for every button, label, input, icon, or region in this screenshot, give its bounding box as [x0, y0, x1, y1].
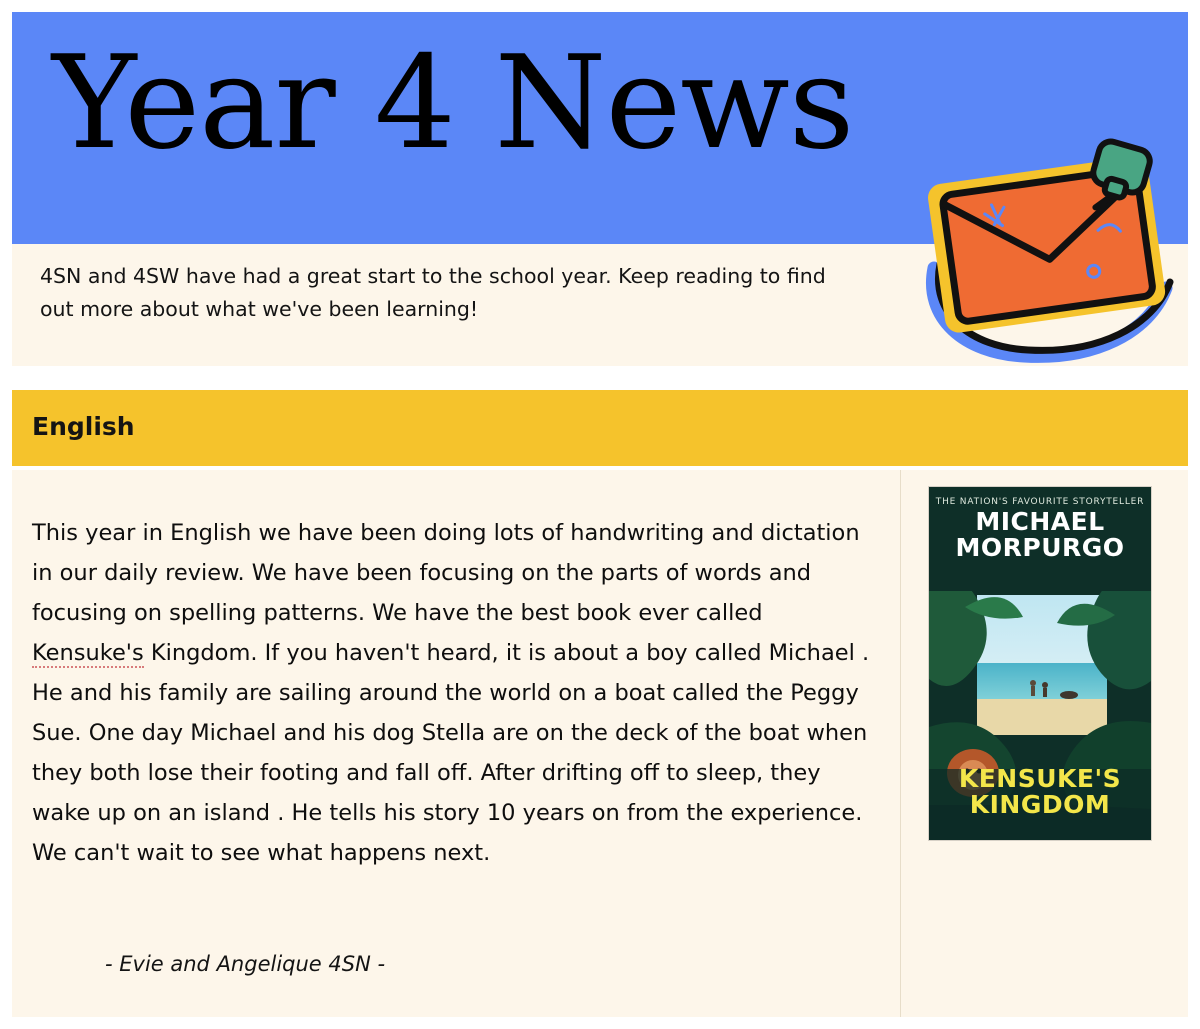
book-title-line1: KENSUKE'S [958, 763, 1122, 793]
article-text-part1: This year in English we have been doing lots of handwriting and dictation in our daily review. We have been focusing on the parts of words and focusing on spelling patterns. We have the best book ever called [32, 519, 860, 626]
book-author-line1: MICHAEL [975, 507, 1105, 536]
article-text [32, 513, 877, 873]
masthead-banner [12, 12, 1188, 244]
book-title [929, 763, 1151, 819]
section-header-english [12, 390, 1188, 466]
column-divider [900, 470, 901, 1017]
spellcheck-word: Kensuke's [32, 639, 144, 666]
book-author [929, 509, 1151, 562]
section-heading: English [32, 412, 135, 441]
book-author-line2: MORPURGO [955, 533, 1125, 563]
intro-text: 4SN and 4SW have had a great start to the school year. Keep reading to find out more about what we've been learning! [40, 264, 826, 321]
book-strapline: THE NATION'S FAVOURITE STORYTELLER [935, 497, 1145, 507]
book-cover-image [929, 487, 1151, 840]
section-body-english [12, 470, 1188, 1017]
article-byline: - Evie and Angelique 4SN - [105, 952, 386, 976]
book-title-line2: KINGDOM [969, 789, 1111, 819]
article-text-part2: Kingdom. If you haven't heard, it is about a boy called Michael . He and his family are sailing around the world on a boat called the Peggy Sue. One day Michael and his dog Stella are on the deck of the boat when they both lose their footing and fall off. After drifting off to sleep, they wake up on an island . He tells his story 10 years on from the experience. We can't wait to see what happens next. [32, 639, 870, 866]
page-title: Year 4 News [52, 29, 854, 178]
intro-strip [12, 244, 1188, 366]
